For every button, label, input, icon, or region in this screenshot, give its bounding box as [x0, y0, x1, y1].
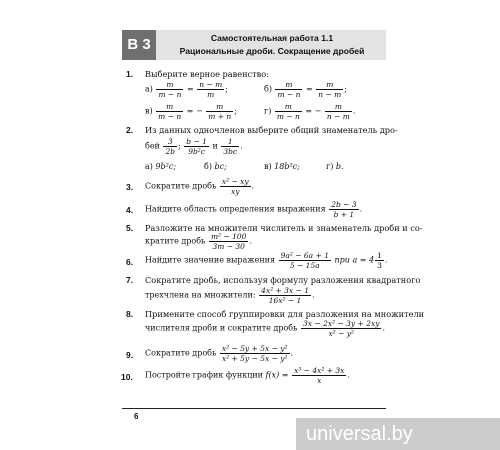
task-2-fractions: бей $\frac{3}{2b}$ ; $\frac{b - 1}{\text{9b²c}}$ и $\frac{1}{3bc}$ .	[145, 137, 243, 156]
work-subtitle: Рациональные дроби. Сокращение дробей	[179, 46, 365, 56]
task-text: Из данных одночленов выберите общий знаменатель дро-	[145, 125, 398, 135]
option-c: в) 18b²c;	[264, 162, 300, 171]
task-text: Примените способ группировки для разложения на множители	[145, 309, 425, 319]
task-text-line2: трехчлена на множители: $\frac{\text{4x² + 3x − 1}}{\text{16x² − 1}}$ .	[145, 286, 315, 305]
task-number: 7.	[126, 275, 134, 285]
task-text: Сократите дробь $\frac{\text{x² − xy}}{xy}$ .	[145, 177, 255, 196]
option-a: а) $\frac{m}{m - n}$ = $\frac{n - m}{m}$ ;	[145, 80, 228, 99]
task-number: 6.	[126, 257, 134, 267]
task-text: Сократите дробь $\frac{\text{x² − 5y + 5x − y²}}{\text{x² + 5y − 5x − y²}}$ .	[145, 344, 294, 363]
task-number: 5.	[126, 223, 134, 233]
task-number: 1.	[126, 69, 134, 79]
task-number: 3.	[126, 182, 134, 192]
task-number: 10.	[121, 372, 133, 382]
task-number: 2.	[126, 125, 134, 135]
task-text: Найдите значение выражения $\frac{\text{9a² − 6a + 1}}{5 - 15a}$ при a = 4 $\frac{1}{3}$ .	[145, 251, 388, 270]
footer-divider	[122, 408, 386, 409]
task-text-line2: числителя дроби и сократите дробь $\frac{\text{3x − 2x² − 3y + 2xy}}{\text{x² − y²}}$ .	[145, 319, 385, 338]
task-text: Выберите верное равенство:	[145, 69, 269, 79]
page-number: 6	[134, 412, 139, 421]
option-b: б) bc;	[204, 162, 227, 171]
task-number: 9.	[126, 350, 134, 360]
option-d: г) $\frac{m}{m - n}$ = − $\frac{m}{n - m}$ .	[264, 102, 356, 121]
option-a: а) 9b²c;	[145, 162, 177, 171]
task-number: 8.	[126, 309, 134, 319]
task-text: Разложите на множители числитель и знаменатель дроби и со-	[145, 223, 423, 233]
watermark-text: universal.by	[306, 423, 413, 445]
task-number: 4.	[126, 205, 134, 215]
task-text: Сократите дробь, используя формулу разложения квадратного	[145, 275, 421, 285]
task-text-line2: кратите дробь $\frac{\text{m² − 100}}{3m - 30}$ .	[145, 232, 252, 251]
work-title: Самостоятельная работа 1.1	[210, 33, 334, 43]
task-text: Постройте график функции f(x) = $\frac{\text{x³ − 4x² + 3x}}{x}$ .	[145, 366, 350, 385]
task-text: Найдите область определения выражения $\frac{2b - 3}{b + 1}$ .	[145, 200, 363, 219]
option-c: в) $\frac{m}{m - n}$ = − $\frac{m}{m + n}$ ;	[145, 102, 237, 121]
option-b: б) $\frac{m}{m - n}$ = $\frac{m}{n - m}$ ;	[264, 80, 347, 99]
option-d: г) b.	[326, 162, 344, 171]
variant-badge: В 3	[122, 30, 156, 60]
